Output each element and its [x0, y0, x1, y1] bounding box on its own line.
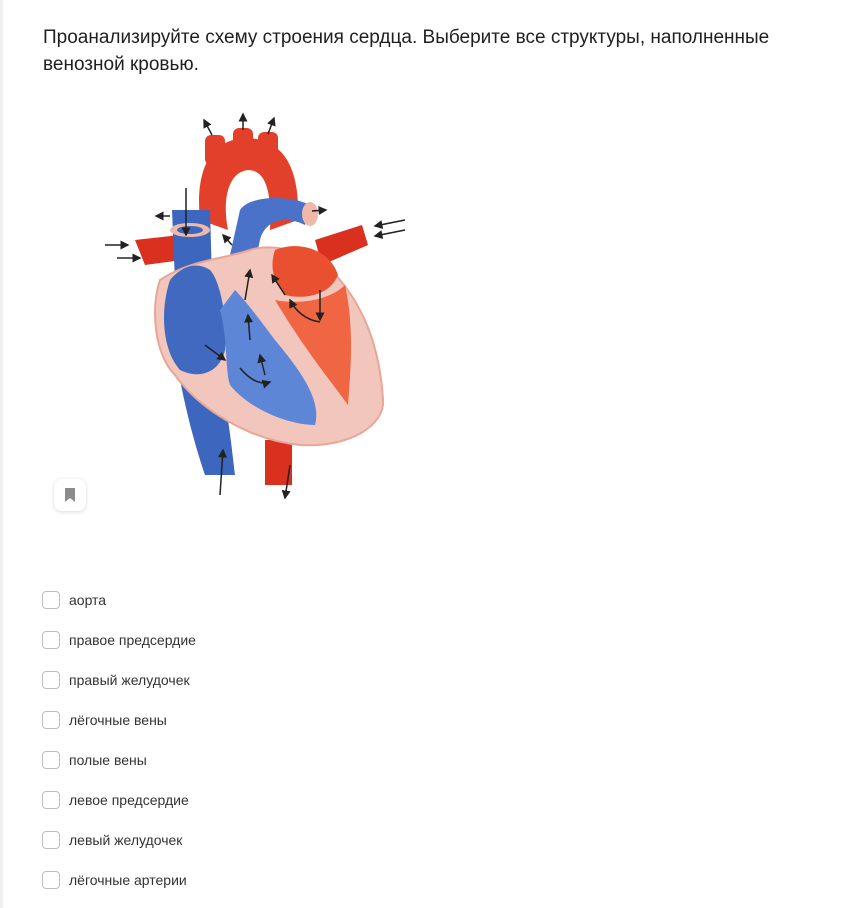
- option-label: лёгочные вены: [69, 712, 167, 728]
- checkbox[interactable]: [42, 751, 60, 769]
- option-label: левое предсердие: [69, 792, 189, 808]
- option-pulmonary-arteries[interactable]: [42, 860, 196, 900]
- bookmark-icon: [64, 488, 76, 502]
- bookmark-button[interactable]: [54, 479, 86, 511]
- heart-diagram: [100, 110, 420, 510]
- left-divider: [0, 0, 3, 908]
- option-right-ventricle[interactable]: [42, 660, 196, 700]
- option-label: правый желудочек: [69, 672, 190, 688]
- answer-options: [42, 580, 196, 900]
- option-left-ventricle[interactable]: [42, 820, 196, 860]
- checkbox[interactable]: [42, 671, 60, 689]
- option-label: левый желудочек: [69, 832, 183, 848]
- checkbox[interactable]: [42, 591, 60, 609]
- option-pulmonary-veins[interactable]: [42, 700, 196, 740]
- option-left-atrium[interactable]: [42, 780, 196, 820]
- checkbox[interactable]: [42, 831, 60, 849]
- option-label: лёгочные артерии: [69, 872, 187, 888]
- option-vena-cava[interactable]: [42, 740, 196, 780]
- question-text: Проанализируйте схему строения сердца. Выберите все структуры, наполненные венозной кровью.: [43, 27, 770, 75]
- checkbox[interactable]: [42, 871, 60, 889]
- option-label: полые вены: [69, 752, 147, 768]
- option-aorta[interactable]: [42, 580, 196, 620]
- option-label: аорта: [69, 592, 107, 608]
- option-right-atrium[interactable]: [42, 620, 196, 660]
- checkbox[interactable]: [42, 791, 60, 809]
- checkbox[interactable]: [42, 631, 60, 649]
- option-label: правое предсердие: [69, 632, 196, 648]
- checkbox[interactable]: [42, 711, 60, 729]
